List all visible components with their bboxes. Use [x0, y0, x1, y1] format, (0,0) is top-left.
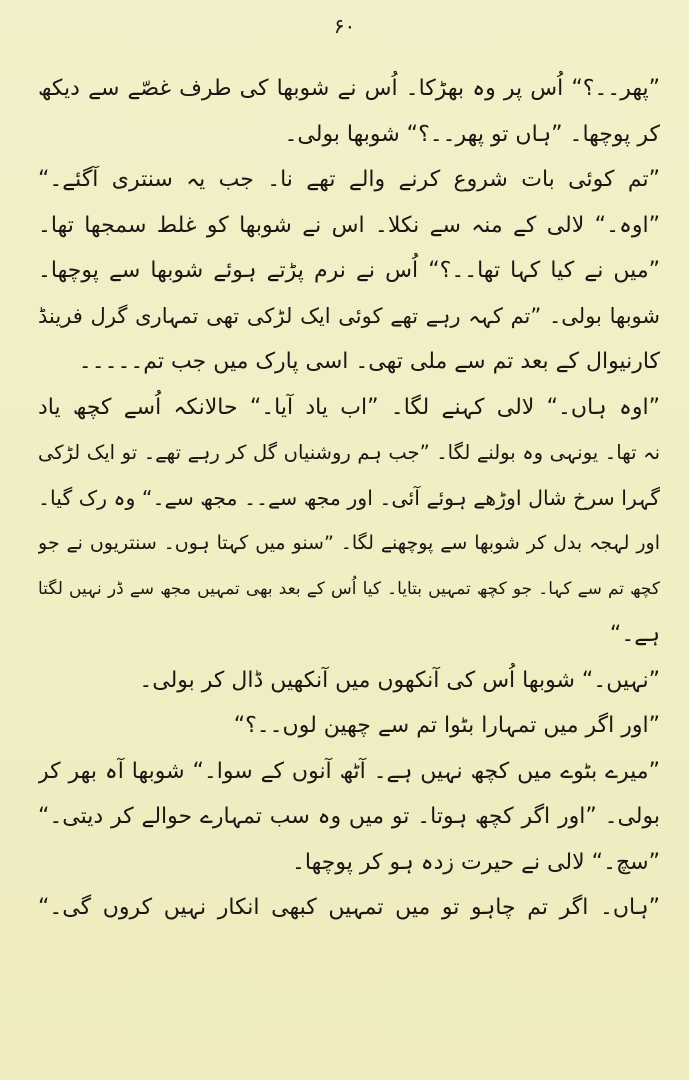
text-line: ”سچ۔“ لالی نے حیرت زدہ ہو کر پوچھا۔	[292, 849, 660, 875]
text-line: کارنیوال کے بعد تم سے ملی تھی۔ اسی پارک میں جب تم۔۔۔۔۔	[78, 349, 660, 374]
text-line: گہرا سرخ شال اوڑھے ہوئے آئی۔ اور مجھ سے۔۔ مجھ سے۔“ وہ رک گیا۔	[38, 485, 660, 510]
page-number: ۶۰	[333, 14, 356, 38]
text-line: ”اور اگر میں تمہارا بٹوا تم سے چھین لوں۔۔؟“	[233, 713, 660, 738]
text-line: ”میرے بٹوے میں کچھ نہیں ہے۔ آٹھ آنوں کے سوا۔“ شوبھا آہ بھر کر	[38, 758, 660, 784]
text-line: ہے۔“	[609, 622, 660, 647]
text-line: ”اوہ۔“ لالی کے منہ سے نکلا۔ اس نے شوبھا کو غلط سمجھا تھا۔	[38, 212, 660, 238]
text-line: ”پھر۔۔؟“ اُس پر وہ بھڑکا۔ اُس نے شوبھا کی طرف غصّے سے دیکھ	[38, 76, 660, 101]
text-line: ”اوہ ہاں۔“ لالی کہنے لگا۔ ”اب یاد آیا۔“ حالانکہ اُسے کچھ یاد	[38, 394, 660, 420]
text-line: ”تم کوئی بات شروع کرنے والے تھے نا۔ جب یہ سنتری آگئے۔“	[38, 167, 660, 192]
text-line: ”نہیں۔“ شوبھا اُس کی آنکھوں میں آنکھیں ڈال کر بولی۔	[139, 667, 660, 693]
text-line: ”میں نے کیا کہا تھا۔۔؟“ اُس نے نرم پڑتے ہوئے شوبھا سے پوچھا۔	[38, 258, 660, 283]
page-body-text	[38, 66, 660, 931]
text-line: ”ہاں۔ اگر تم چاہو تو میں تمہیں کبھی انکار نہیں کروں گی۔“	[38, 895, 660, 920]
text-line: کچھ تم سے کہا۔ جو کچھ تمہیں بتایا۔ کیا اُس کے بعد بھی تمہیں مجھ سے ڈر نہیں لگتا	[38, 578, 660, 599]
text-line: شوبھا بولی۔ ”تم کہہ رہے تھے کوئی ایک لڑکی تھی تمہاری گرل فرینڈ	[38, 303, 660, 328]
text-line: بولی۔ ”اور اگر کچھ ہوتا۔ تو میں وہ سب تمہارے حوالے کر دیتی۔“	[38, 804, 660, 829]
text-line: اور لہجہ بدل کر شوبھا سے پوچھنے لگا۔ ”سنو میں کہتا ہوں۔ سنتریوں نے جو	[38, 532, 660, 554]
text-line: کر پوچھا۔ ”ہاں تو پھر۔۔؟“ شوبھا بولی۔	[284, 121, 660, 147]
text-line: نہ تھا۔ یونہی وہ بولنے لگا۔ ”جب ہم روشنیاں گل کر رہے تھے۔ تو ایک لڑکی	[38, 441, 660, 464]
